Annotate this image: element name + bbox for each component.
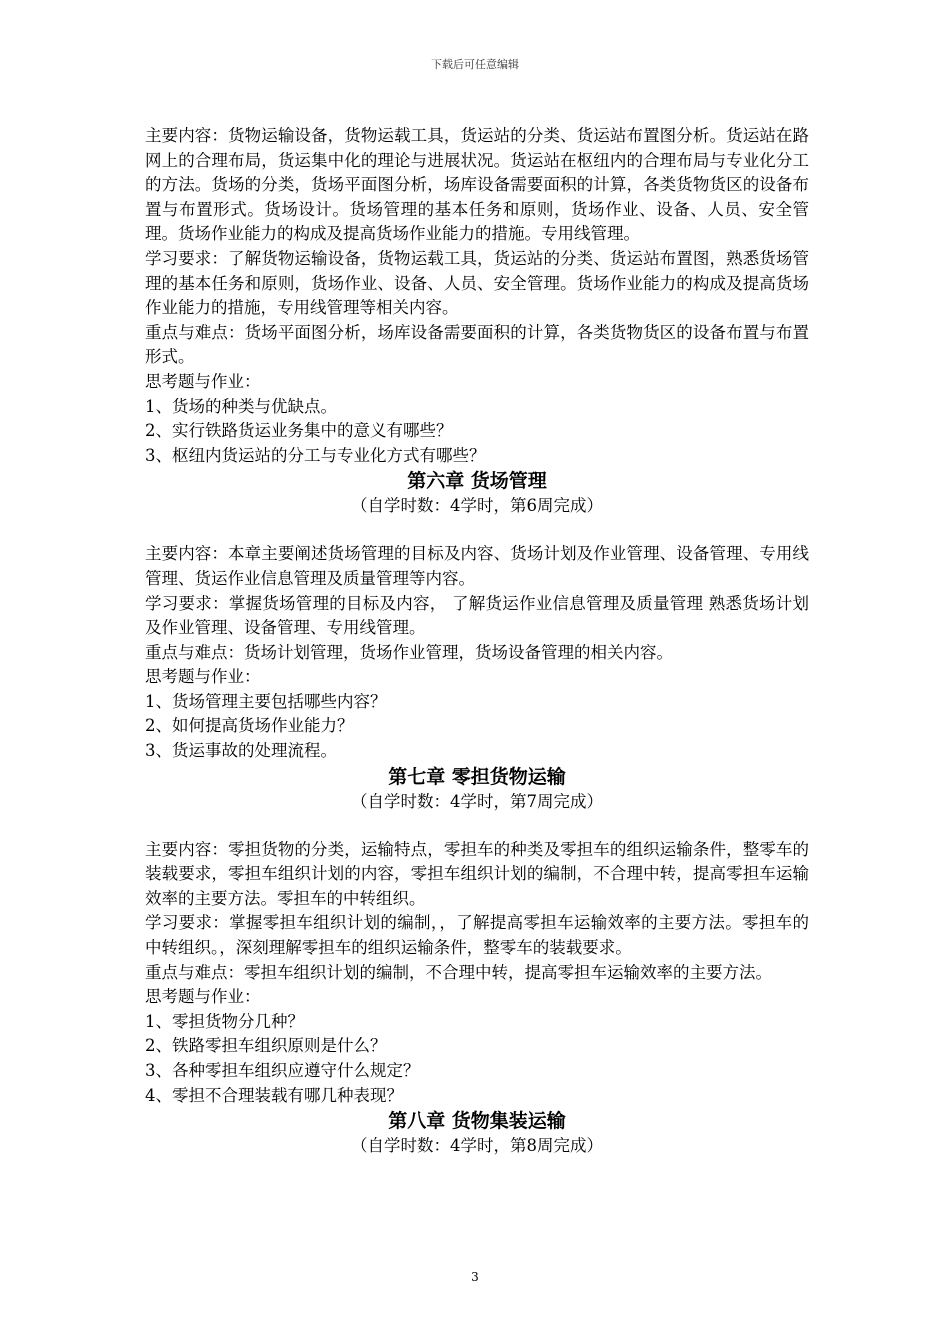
chapter-subtitle: （自学时数：4学时，第8周完成） [351,1136,603,1156]
section-chapter6 [145,468,809,763]
chapter-subtitle: （自学时数：4学时，第7周完成） [351,791,603,811]
requirements-paragraph: 学习要求：了解货物运输设备，货物运载工具，货运站的分类、货运站布置图，熟悉货场管理的基本任务和原则，货场作业、设备、人员、安全管理。货场作业能力的构成及提高货场作业能力的措施，专用线管理等相关内容。 [145,248,809,318]
chapter-title: 第八章 货物集装运输 [388,1110,566,1133]
question-item: 4、零担不合理装载有哪几种表现？ [145,1085,403,1105]
section-chapter5-tail [145,124,809,468]
question-item: 1、货场管理主要包括哪些内容？ [145,691,387,711]
question-item: 2、实行铁路货运业务集中的意义有哪些？ [145,421,453,441]
question-item: 1、货场的种类与优缺点。 [145,396,337,416]
document-body [145,124,809,1158]
key-points-paragraph: 重点与难点：货场计划管理，货场作业管理，货场设备管理的相关内容。 [145,642,673,662]
key-points-paragraph: 重点与难点：货场平面图分析，场库设备需要面积的计算，各类货物货区的设备布置与布置形式。 [145,322,809,367]
section-chapter7 [145,764,809,1109]
chapter-subtitle: （自学时数：4学时，第6周完成） [351,496,603,516]
page-header: 下载后可任意编辑 [431,58,519,71]
chapter-title: 第七章 零担货物运输 [388,765,566,788]
main-content-paragraph: 主要内容：本章主要阐述货场管理的目标及内容、货场计划及作业管理、设备管理、专用线管理、货运作业信息管理及质量管理等内容。 [145,544,809,588]
requirements-paragraph: 学习要求：掌握零担车组织计划的编制，，了解提高零担车运输效率的主要方法。零担车的中转组织。，深刻理解零担车的组织运输条件，整零车的装载要求。 [145,913,809,958]
question-item: 3、枢纽内货运站的分工与专业化方式有哪些？ [145,445,486,465]
questions-label: 思考题与作业： [145,987,261,1007]
question-item: 2、铁路零担车组织原则是什么？ [145,1036,387,1056]
question-item: 3、货运事故的处理流程。 [145,741,337,761]
key-points-paragraph: 重点与难点：零担车组织计划的编制，不合理中转，提高零担车运输效率的主要方法。 [145,962,772,982]
chapter-title: 第六章 货场管理 [407,470,547,493]
page-number: 3 [471,1270,479,1284]
main-content-paragraph: 主要内容：货物运输设备，货物运载工具，货运站的分类、货运站布置图分析。货运站在路网上的合理布局，货运集中化的理论与进展状况。货运站在枢纽内的合理布局与专业化分工的方法。货场的分类，货场平面图分析，场库设备需要面积的计算，各类货物货区的设备布置与布置形式。货场设计。货场管理的基本任务和原则，货场作业、设备、人员、安全管理。货场作业能力的构成及提高货场作业能力的措施。专用线管理。 [145,126,809,244]
questions-label: 思考题与作业： [145,667,261,687]
main-content-paragraph: 主要内容：零担货物的分类，运输特点，零担车的种类及零担车的组织运输条件，整零车的装载要求，零担车组织计划的内容，零担车组织计划的编制，不合理中转，提高零担车运输效率的主要方法。零担车的中转组织。 [145,839,809,908]
question-item: 2、如何提高货场作业能力？ [145,716,354,736]
section-chapter8 [145,1108,809,1158]
question-item: 3、各种零担车组织应遵守什么规定？ [145,1061,420,1080]
requirements-paragraph: 学习要求：掌握货场管理的目标及内容， 了解货运作业信息管理及质量管理 熟悉货场计划及作业管理、设备管理、专用线管理。 [145,593,809,638]
question-item: 1、零担货物分几种？ [145,1011,304,1031]
questions-label: 思考题与作业： [145,371,261,391]
